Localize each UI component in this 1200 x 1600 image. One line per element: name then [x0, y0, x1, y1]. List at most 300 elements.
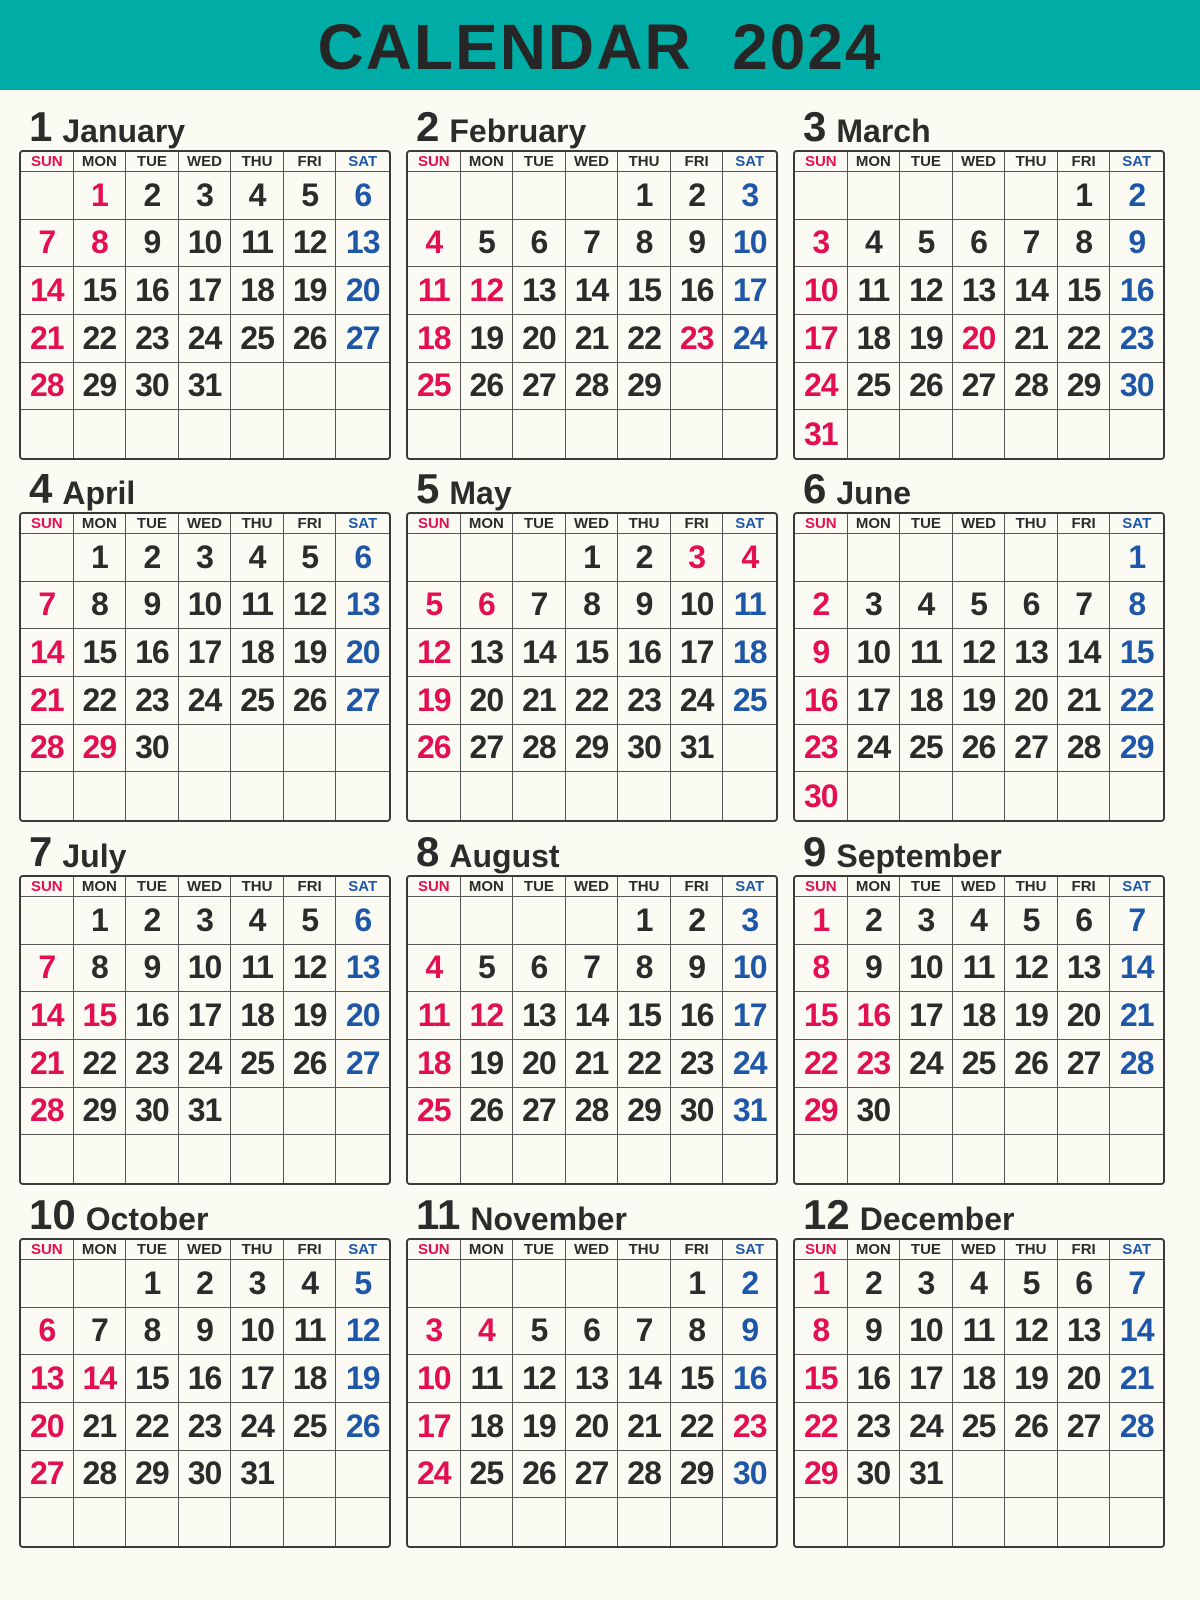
empty-cell [671, 772, 724, 820]
day-cell: 9 [671, 220, 724, 268]
month-name: August [449, 838, 560, 874]
day-cell: 12 [408, 629, 461, 677]
day-cell: 1 [618, 172, 671, 220]
day-cell: 3 [179, 534, 232, 582]
day-cell: 10 [408, 1355, 461, 1403]
day-cell: 5 [284, 534, 337, 582]
empty-cell [671, 363, 724, 411]
month-title [793, 90, 1165, 150]
empty-cell [74, 1260, 127, 1308]
day-cell: 27 [1058, 1403, 1111, 1451]
day-cell: 3 [723, 172, 776, 220]
month-november [406, 1178, 778, 1548]
day-cell: 19 [336, 1355, 389, 1403]
day-cell: 11 [231, 945, 284, 993]
day-cell: 6 [1058, 1260, 1111, 1308]
day-cell: 22 [74, 315, 127, 363]
month-name: May [449, 475, 512, 511]
weekday-wed: WED [566, 877, 619, 897]
weekday-mon: MON [461, 152, 514, 172]
day-cell: 10 [900, 945, 953, 993]
day-cell: 15 [1110, 629, 1163, 677]
empty-cell [179, 410, 232, 458]
day-cell: 8 [1058, 220, 1111, 268]
day-cell: 25 [231, 315, 284, 363]
day-cell: 20 [1005, 677, 1058, 725]
weekday-sun: SUN [21, 877, 74, 897]
day-cell: 13 [21, 1355, 74, 1403]
day-cell: 26 [1005, 1403, 1058, 1451]
day-cell: 10 [179, 945, 232, 993]
empty-cell [1110, 410, 1163, 458]
day-cell: 25 [723, 677, 776, 725]
day-cell: 14 [21, 992, 74, 1040]
day-cell: 17 [671, 629, 724, 677]
day-cell: 7 [74, 1308, 127, 1356]
day-cell: 2 [671, 172, 724, 220]
empty-cell [1110, 1088, 1163, 1136]
empty-cell [900, 772, 953, 820]
weekday-sun: SUN [21, 514, 74, 534]
empty-cell [723, 1498, 776, 1546]
day-cell: 6 [1005, 582, 1058, 630]
day-cell: 25 [231, 677, 284, 725]
day-cell: 22 [795, 1403, 848, 1451]
day-cell: 8 [618, 220, 671, 268]
day-cell: 26 [1005, 1040, 1058, 1088]
day-cell: 28 [566, 1088, 619, 1136]
day-cell: 25 [461, 1451, 514, 1499]
day-cell: 8 [74, 945, 127, 993]
day-cell: 14 [566, 267, 619, 315]
weekday-fri: FRI [671, 1240, 724, 1260]
empty-cell [461, 172, 514, 220]
month-number: 6 [803, 465, 827, 512]
day-cell: 16 [671, 992, 724, 1040]
month-february [406, 90, 778, 460]
day-cell: 30 [671, 1088, 724, 1136]
day-cell: 29 [671, 1451, 724, 1499]
day-cell: 2 [723, 1260, 776, 1308]
day-cell: 13 [336, 582, 389, 630]
day-cell: 20 [336, 992, 389, 1040]
weekday-thu: THU [618, 877, 671, 897]
empty-cell [953, 534, 1006, 582]
weekday-mon: MON [74, 877, 127, 897]
weekday-wed: WED [179, 877, 232, 897]
day-cell: 3 [723, 897, 776, 945]
empty-cell [723, 772, 776, 820]
day-cell: 21 [566, 315, 619, 363]
day-cell: 12 [513, 1355, 566, 1403]
day-cell: 1 [126, 1260, 179, 1308]
month-july [19, 815, 391, 1185]
weekday-sun: SUN [408, 152, 461, 172]
day-cell: 6 [566, 1308, 619, 1356]
day-cell: 10 [179, 220, 232, 268]
day-cell: 1 [74, 897, 127, 945]
day-cell: 5 [461, 220, 514, 268]
day-cell: 19 [284, 992, 337, 1040]
day-cell: 24 [671, 677, 724, 725]
day-cell: 10 [723, 220, 776, 268]
day-cell: 20 [513, 315, 566, 363]
day-cell: 31 [723, 1088, 776, 1136]
day-cell: 14 [1110, 945, 1163, 993]
day-cell: 29 [1058, 363, 1111, 411]
weekday-tue: TUE [513, 152, 566, 172]
day-cell: 23 [848, 1040, 901, 1088]
weekday-wed: WED [953, 877, 1006, 897]
day-cell: 29 [795, 1088, 848, 1136]
day-cell: 29 [74, 1088, 127, 1136]
empty-cell [408, 772, 461, 820]
day-cell: 6 [513, 945, 566, 993]
day-cell: 15 [74, 267, 127, 315]
day-cell: 27 [1005, 725, 1058, 773]
month-grid [406, 875, 778, 1185]
empty-cell [618, 1260, 671, 1308]
empty-cell [1058, 534, 1111, 582]
day-cell: 5 [284, 172, 337, 220]
month-grid [406, 512, 778, 822]
month-number: 11 [416, 1191, 461, 1238]
weekday-fri: FRI [671, 514, 724, 534]
day-cell: 5 [336, 1260, 389, 1308]
day-cell: 7 [618, 1308, 671, 1356]
day-cell: 17 [179, 629, 232, 677]
empty-cell [1058, 410, 1111, 458]
day-cell: 1 [1110, 534, 1163, 582]
day-cell: 25 [408, 363, 461, 411]
weekday-sat: SAT [723, 1240, 776, 1260]
day-cell: 9 [848, 1308, 901, 1356]
day-cell: 27 [1058, 1040, 1111, 1088]
weekday-sat: SAT [723, 152, 776, 172]
month-grid [19, 875, 391, 1185]
day-cell: 16 [126, 267, 179, 315]
weekday-sat: SAT [1110, 1240, 1163, 1260]
weekday-fri: FRI [284, 152, 337, 172]
day-cell: 8 [126, 1308, 179, 1356]
empty-cell [231, 1088, 284, 1136]
day-cell: 27 [461, 725, 514, 773]
weekday-thu: THU [1005, 1240, 1058, 1260]
day-cell: 31 [231, 1451, 284, 1499]
month-title [406, 815, 778, 875]
day-cell: 15 [618, 267, 671, 315]
month-grid [793, 512, 1165, 822]
empty-cell [408, 1260, 461, 1308]
day-cell: 2 [848, 1260, 901, 1308]
day-cell: 19 [1005, 1355, 1058, 1403]
day-cell: 5 [408, 582, 461, 630]
day-cell: 9 [723, 1308, 776, 1356]
month-number: 1 [29, 103, 53, 150]
month-number: 10 [29, 1191, 76, 1238]
empty-cell [1005, 534, 1058, 582]
day-cell: 9 [126, 945, 179, 993]
weekday-wed: WED [953, 152, 1006, 172]
day-cell: 29 [618, 1088, 671, 1136]
month-name: October [85, 1201, 209, 1237]
day-cell: 4 [408, 220, 461, 268]
day-cell: 4 [461, 1308, 514, 1356]
month-january [19, 90, 391, 460]
weekday-tue: TUE [513, 1240, 566, 1260]
day-cell: 6 [21, 1308, 74, 1356]
day-cell: 5 [461, 945, 514, 993]
day-cell: 25 [284, 1403, 337, 1451]
day-cell: 28 [74, 1451, 127, 1499]
weekday-tue: TUE [126, 514, 179, 534]
calendar-header [0, 0, 1200, 90]
empty-cell [618, 1498, 671, 1546]
day-cell: 28 [513, 725, 566, 773]
empty-cell [408, 410, 461, 458]
day-cell: 10 [231, 1308, 284, 1356]
weekday-sat: SAT [1110, 152, 1163, 172]
day-cell: 26 [953, 725, 1006, 773]
day-cell: 29 [126, 1451, 179, 1499]
day-cell: 12 [900, 267, 953, 315]
day-cell: 23 [618, 677, 671, 725]
day-cell: 6 [513, 220, 566, 268]
day-cell: 1 [618, 897, 671, 945]
empty-cell [953, 1088, 1006, 1136]
empty-cell [723, 410, 776, 458]
month-grid [406, 150, 778, 460]
month-december [793, 1178, 1165, 1548]
day-cell: 13 [1005, 629, 1058, 677]
day-cell: 27 [566, 1451, 619, 1499]
day-cell: 16 [618, 629, 671, 677]
day-cell: 24 [723, 1040, 776, 1088]
empty-cell [231, 410, 284, 458]
empty-cell [336, 410, 389, 458]
weekday-thu: THU [231, 1240, 284, 1260]
day-cell: 30 [126, 363, 179, 411]
day-cell: 29 [566, 725, 619, 773]
empty-cell [1005, 1498, 1058, 1546]
day-cell: 18 [723, 629, 776, 677]
month-title [793, 452, 1165, 512]
day-cell: 15 [74, 992, 127, 1040]
day-cell: 3 [900, 1260, 953, 1308]
day-cell: 3 [671, 534, 724, 582]
empty-cell [126, 410, 179, 458]
weekday-thu: THU [618, 152, 671, 172]
month-title [793, 1178, 1165, 1238]
day-cell: 12 [461, 267, 514, 315]
day-cell: 23 [126, 315, 179, 363]
empty-cell [723, 725, 776, 773]
day-cell: 14 [21, 267, 74, 315]
empty-cell [1058, 772, 1111, 820]
weekday-thu: THU [231, 877, 284, 897]
weekday-sat: SAT [723, 877, 776, 897]
empty-cell [284, 363, 337, 411]
weekday-mon: MON [74, 152, 127, 172]
weekday-mon: MON [74, 514, 127, 534]
month-title [406, 452, 778, 512]
day-cell: 11 [231, 582, 284, 630]
day-cell: 27 [336, 315, 389, 363]
day-cell: 28 [1005, 363, 1058, 411]
day-cell: 14 [1058, 629, 1111, 677]
empty-cell [1110, 1498, 1163, 1546]
month-title [793, 815, 1165, 875]
empty-cell [900, 1135, 953, 1183]
day-cell: 9 [795, 629, 848, 677]
day-cell: 20 [21, 1403, 74, 1451]
day-cell: 21 [1110, 1355, 1163, 1403]
day-cell: 19 [900, 315, 953, 363]
day-cell: 6 [336, 534, 389, 582]
empty-cell [1110, 1451, 1163, 1499]
day-cell: 8 [566, 582, 619, 630]
day-cell: 5 [513, 1308, 566, 1356]
weekday-thu: THU [231, 152, 284, 172]
day-cell: 12 [953, 629, 1006, 677]
day-cell: 17 [723, 267, 776, 315]
weekday-wed: WED [953, 514, 1006, 534]
weekday-sun: SUN [795, 152, 848, 172]
month-title [19, 1178, 391, 1238]
empty-cell [723, 363, 776, 411]
empty-cell [21, 897, 74, 945]
day-cell: 31 [795, 410, 848, 458]
weekday-sat: SAT [723, 514, 776, 534]
empty-cell [513, 897, 566, 945]
day-cell: 18 [408, 315, 461, 363]
month-grid [406, 1238, 778, 1548]
day-cell: 28 [1058, 725, 1111, 773]
day-cell: 12 [1005, 1308, 1058, 1356]
empty-cell [900, 534, 953, 582]
day-cell: 4 [231, 534, 284, 582]
month-number: 9 [803, 828, 827, 875]
day-cell: 5 [1005, 897, 1058, 945]
day-cell: 26 [513, 1451, 566, 1499]
day-cell: 2 [179, 1260, 232, 1308]
day-cell: 7 [21, 220, 74, 268]
day-cell: 19 [461, 1040, 514, 1088]
empty-cell [126, 1498, 179, 1546]
day-cell: 16 [848, 1355, 901, 1403]
day-cell: 23 [795, 725, 848, 773]
day-cell: 13 [461, 629, 514, 677]
day-cell: 31 [900, 1451, 953, 1499]
day-cell: 30 [126, 1088, 179, 1136]
empty-cell [566, 897, 619, 945]
day-cell: 6 [461, 582, 514, 630]
weekday-sun: SUN [795, 514, 848, 534]
day-cell: 20 [1058, 1355, 1111, 1403]
month-grid [793, 875, 1165, 1185]
day-cell: 1 [671, 1260, 724, 1308]
weekday-thu: THU [1005, 152, 1058, 172]
day-cell: 21 [21, 677, 74, 725]
day-cell: 27 [953, 363, 1006, 411]
month-number: 2 [416, 103, 440, 150]
day-cell: 30 [126, 725, 179, 773]
day-cell: 17 [231, 1355, 284, 1403]
day-cell: 15 [1058, 267, 1111, 315]
weekday-sun: SUN [408, 514, 461, 534]
day-cell: 11 [900, 629, 953, 677]
day-cell: 15 [618, 992, 671, 1040]
day-cell: 20 [336, 267, 389, 315]
day-cell: 14 [1110, 1308, 1163, 1356]
month-name: November [470, 1201, 627, 1237]
day-cell: 24 [723, 315, 776, 363]
day-cell: 25 [408, 1088, 461, 1136]
empty-cell [953, 1498, 1006, 1546]
day-cell: 2 [126, 172, 179, 220]
day-cell: 25 [900, 725, 953, 773]
weekday-wed: WED [179, 514, 232, 534]
day-cell: 8 [1110, 582, 1163, 630]
day-cell: 18 [231, 629, 284, 677]
weekday-tue: TUE [900, 877, 953, 897]
empty-cell [408, 1135, 461, 1183]
day-cell: 1 [74, 172, 127, 220]
day-cell: 28 [1110, 1040, 1163, 1088]
weekday-tue: TUE [900, 152, 953, 172]
day-cell: 20 [1058, 992, 1111, 1040]
empty-cell [618, 1135, 671, 1183]
month-april [19, 452, 391, 822]
day-cell: 21 [618, 1403, 671, 1451]
day-cell: 23 [1110, 315, 1163, 363]
day-cell: 5 [1005, 1260, 1058, 1308]
day-cell: 18 [231, 992, 284, 1040]
empty-cell [461, 1260, 514, 1308]
month-number: 8 [416, 828, 440, 875]
weekday-mon: MON [461, 514, 514, 534]
weekday-fri: FRI [284, 1240, 337, 1260]
day-cell: 12 [461, 992, 514, 1040]
empty-cell [900, 1088, 953, 1136]
weekday-sat: SAT [1110, 514, 1163, 534]
weekday-mon: MON [461, 877, 514, 897]
month-title [406, 90, 778, 150]
day-cell: 28 [21, 1088, 74, 1136]
day-cell: 25 [231, 1040, 284, 1088]
day-cell: 21 [513, 677, 566, 725]
empty-cell [566, 1498, 619, 1546]
day-cell: 25 [848, 363, 901, 411]
day-cell: 9 [179, 1308, 232, 1356]
weekday-wed: WED [566, 152, 619, 172]
empty-cell [1110, 772, 1163, 820]
day-cell: 18 [284, 1355, 337, 1403]
day-cell: 22 [126, 1403, 179, 1451]
empty-cell [566, 410, 619, 458]
empty-cell [336, 725, 389, 773]
empty-cell [74, 1498, 127, 1546]
month-title [406, 1178, 778, 1238]
day-cell: 10 [848, 629, 901, 677]
day-cell: 17 [795, 315, 848, 363]
day-cell: 16 [126, 629, 179, 677]
day-cell: 13 [336, 945, 389, 993]
month-name: September [836, 838, 1002, 874]
day-cell: 29 [795, 1451, 848, 1499]
month-number: 4 [29, 465, 53, 512]
day-cell: 18 [231, 267, 284, 315]
